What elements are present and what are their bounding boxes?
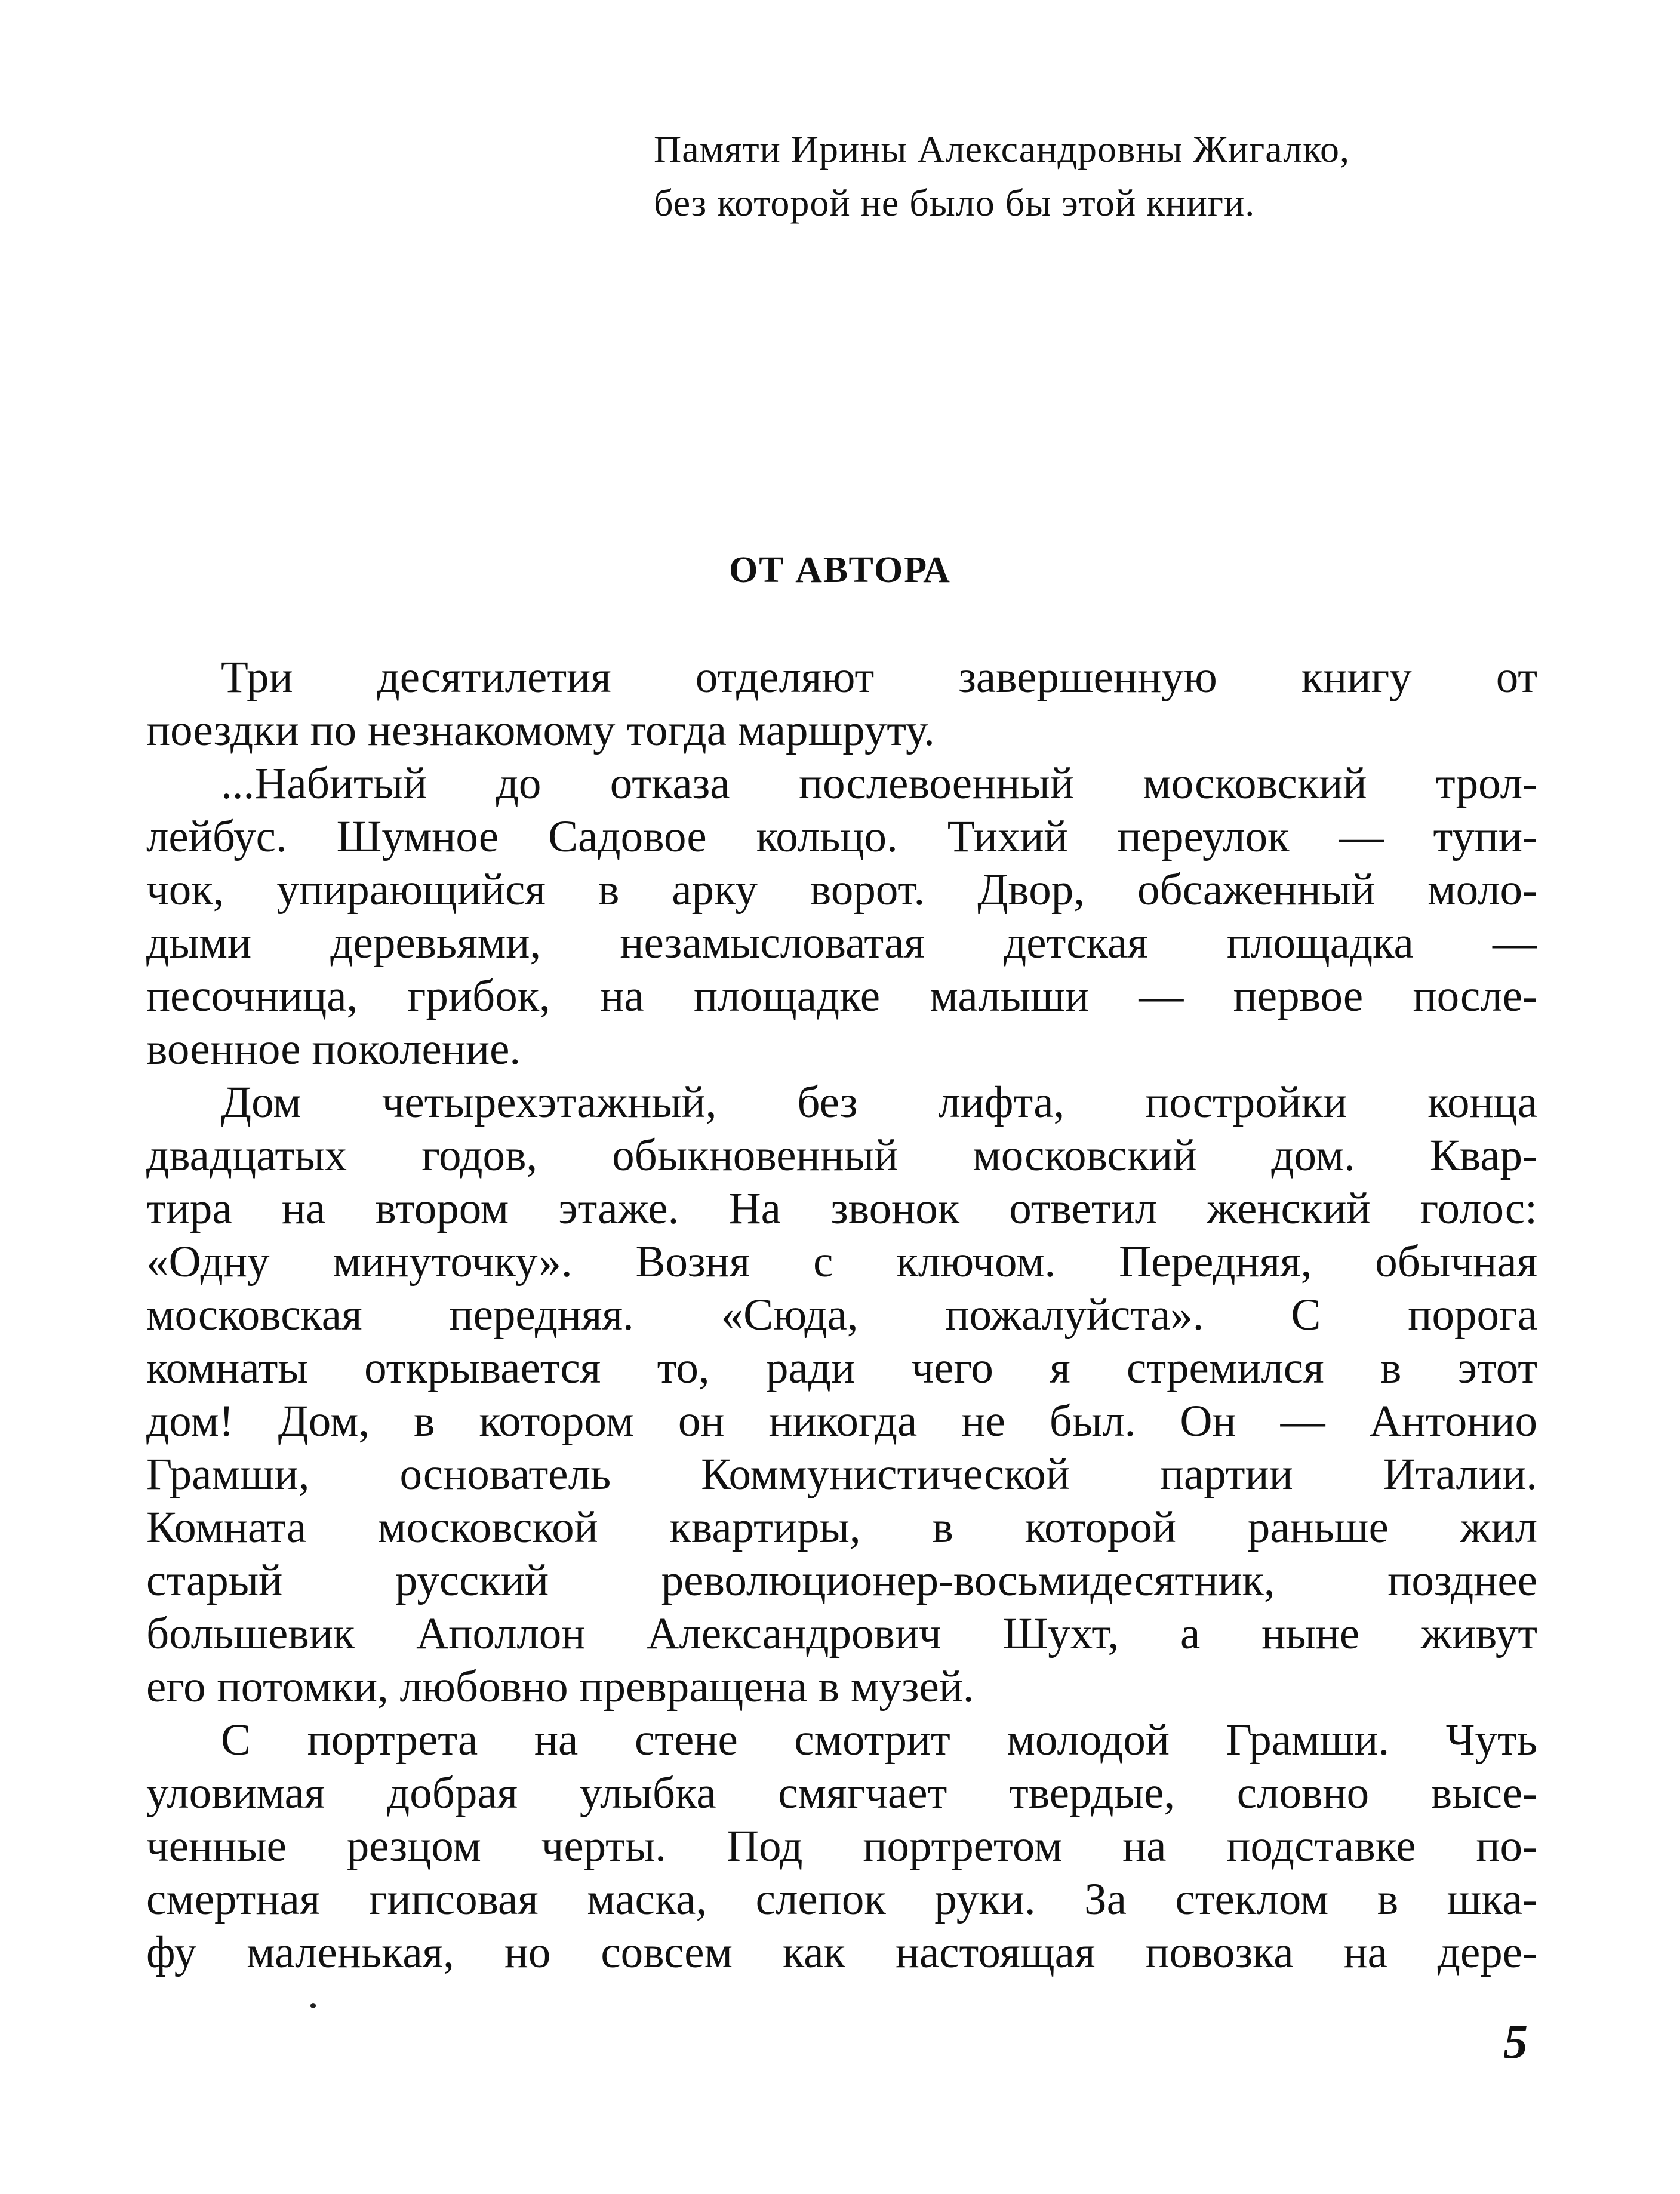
line-text: Дом четырехэтажный, без лифта, постройки конца xyxy=(221,1078,1537,1127)
line-text: «Одну минуточку». Возня с ключом. Передняя, обычная xyxy=(146,1237,1537,1287)
paragraph-line xyxy=(146,1395,1537,1448)
paragraph-line xyxy=(146,1023,1537,1076)
line-text: лейбус. Шумное Садовое кольцо. Тихий переулок — тупи- xyxy=(146,812,1537,861)
epigraph-line: Памяти Ирины Александровны Жигалко, xyxy=(654,128,1350,170)
line-text: комнаты открывается то, ради чего я стремился в этот xyxy=(146,1343,1537,1393)
paragraph-line xyxy=(146,757,1537,810)
line-text: Грамши, основатель Коммунистической партии Италии. xyxy=(146,1450,1537,1499)
line-text: смертная гипсовая маска, слепок руки. За стеклом в шка- xyxy=(146,1875,1537,1924)
line-text: поездки по незнакомому тогда маршруту. xyxy=(146,706,935,755)
paragraph-line xyxy=(146,1820,1537,1873)
paragraph-line xyxy=(146,970,1537,1023)
paragraph-line xyxy=(146,1926,1537,1979)
line-text: чок, упирающийся в арку ворот. Двор, обсаженный моло- xyxy=(146,865,1537,915)
epigraph-dedication xyxy=(654,122,1567,230)
line-text: тира на втором этаже. На звонок ответил женский голос: xyxy=(146,1184,1537,1233)
paragraph-line xyxy=(146,1076,1537,1129)
paragraph-line xyxy=(146,1129,1537,1182)
line-text: Три десятилетия отделяют завершенную книгу от xyxy=(221,653,1537,702)
paragraph-line xyxy=(146,1713,1537,1767)
line-text: дом! Дом, в котором он никогда не был. Он — Антонио xyxy=(146,1396,1537,1446)
line-text: С портрета на стене смотрит молодой Грамши. Чуть xyxy=(221,1715,1537,1765)
paragraph-line xyxy=(146,1660,1537,1713)
line-text: двадцатых годов, обыкновенный московский дом. Квар- xyxy=(146,1131,1537,1180)
paragraph-line xyxy=(146,1448,1537,1501)
line-text: московская передняя. «Сюда, пожалуйста». С порога xyxy=(146,1290,1537,1340)
paragraph-line xyxy=(146,1235,1537,1288)
paragraph-line xyxy=(146,1607,1537,1660)
line-text: фу маленькая, но совсем как настоящая повозка на дере- xyxy=(146,1928,1537,1977)
line-text: большевик Аполлон Александрович Шухт, а ныне живут xyxy=(146,1609,1537,1658)
paragraph-line xyxy=(146,1501,1537,1554)
line-text: его потомки, любовно превращена в музей. xyxy=(146,1662,974,1712)
page-number: 5 xyxy=(1503,2014,1528,2069)
paragraph-line xyxy=(146,704,1537,757)
line-text: Комната московской квартиры, в которой раньше жил xyxy=(146,1503,1537,1552)
print-speck xyxy=(310,2003,316,2008)
paragraph-line xyxy=(146,1182,1537,1235)
body-text xyxy=(146,651,1537,1979)
line-text: уловимая добрая улыбка смягчает твердые, словно высе- xyxy=(146,1768,1537,1818)
line-text: песочница, грибок, на площадке малыши — первое после- xyxy=(146,971,1537,1021)
section-heading: ОТ АВТОРА xyxy=(729,550,951,590)
paragraph-line xyxy=(146,863,1537,916)
line-text: старый русский революционер-восьмидесятник, позднее xyxy=(146,1556,1537,1605)
paragraph-line xyxy=(146,916,1537,970)
line-text: ...Набитый до отказа послевоенный московский трол- xyxy=(221,759,1537,808)
paragraph-line xyxy=(146,1341,1537,1395)
paragraph-line xyxy=(146,810,1537,863)
paragraph-line xyxy=(146,1873,1537,1926)
paragraph-line xyxy=(146,1288,1537,1341)
paragraph-line xyxy=(146,1554,1537,1607)
paragraph-line xyxy=(146,651,1537,704)
line-text: ченные резцом черты. Под портретом на подставке по- xyxy=(146,1821,1537,1871)
line-text: дыми деревьями, незамысловатая детская площадка — xyxy=(146,918,1537,968)
epigraph-line: без которой не было бы этой книги. xyxy=(654,181,1256,224)
paragraph-line xyxy=(146,1767,1537,1820)
line-text: военное поколение. xyxy=(146,1024,521,1074)
